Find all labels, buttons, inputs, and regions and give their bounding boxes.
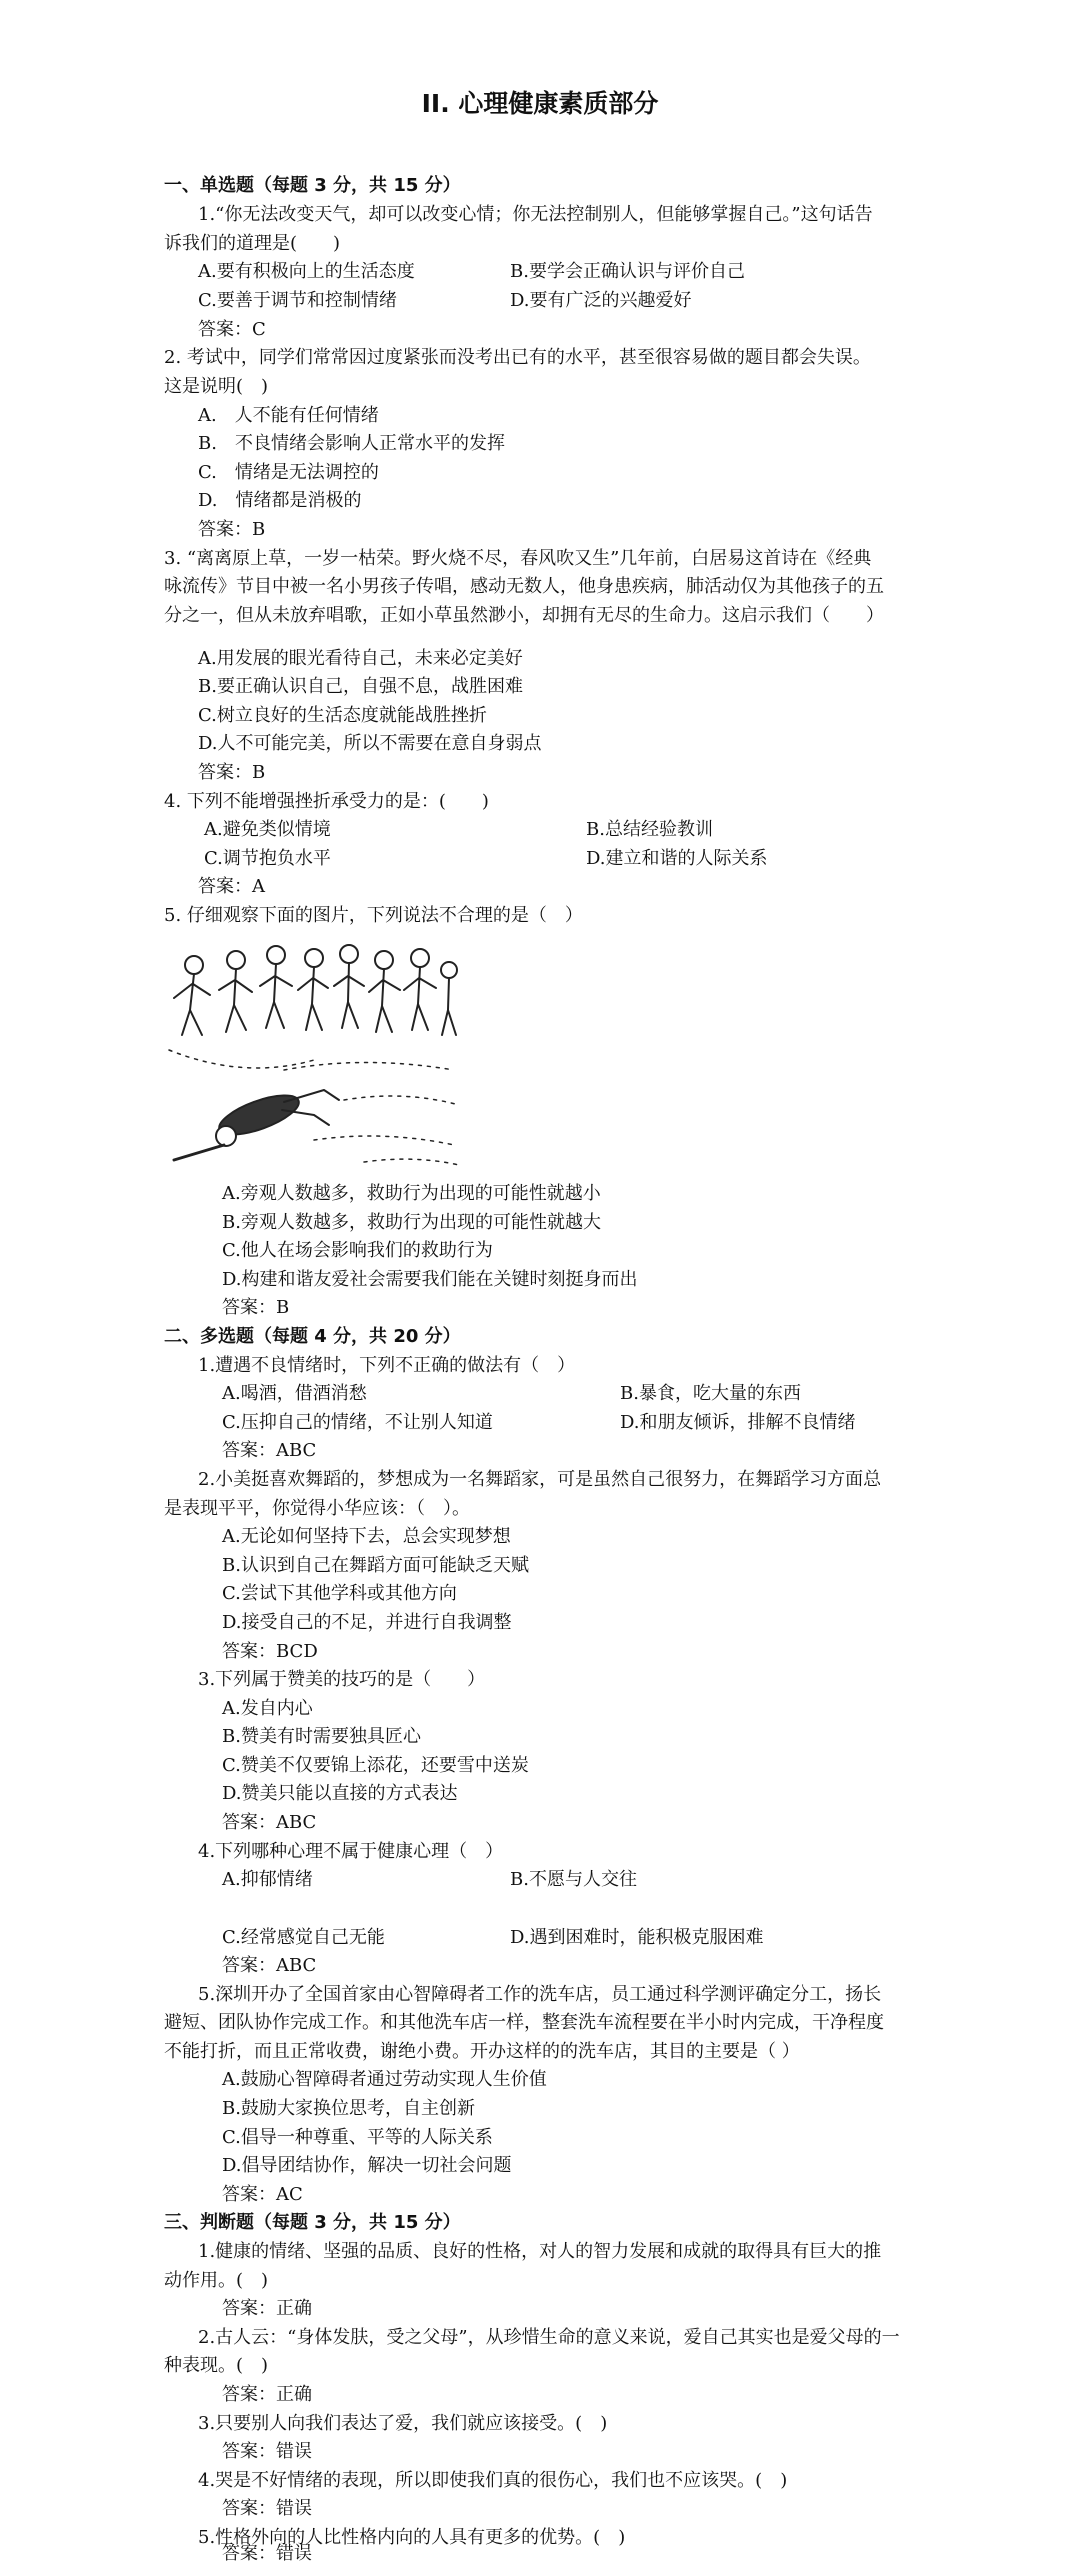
- answer: 答案：ABC: [222, 1440, 317, 1461]
- option-c: C.尝试下其他学科或其他方向: [222, 1583, 457, 1604]
- option-a: A.鼓励心智障碍者通过劳动实现人生价值: [222, 2069, 547, 2090]
- option-c: C.赞美不仅要锦上添花，还要雪中送炭: [222, 1755, 529, 1776]
- answer: 答案：ABC: [222, 1812, 317, 1833]
- question-text: 4.下列哪种心理不属于健康心理（ ）: [198, 1841, 504, 1862]
- question-text: 诉我们的道理是( ): [164, 233, 341, 254]
- option-d: D.要有广泛的兴趣爱好: [510, 290, 692, 311]
- option-c: C.要善于调节和控制情绪: [198, 290, 397, 311]
- answer: 答案：B: [198, 762, 266, 783]
- question-text: 动作用。( ): [164, 2270, 269, 2291]
- question-text: 1.“你无法改变天气，却可以改变心情；你无法控制别人，但能够掌握自己。”这句话告: [198, 204, 873, 225]
- question-text: 2.小美挺喜欢舞蹈的，梦想成为一名舞蹈家，可是虽然自己很努力，在舞蹈学习方面总: [198, 1469, 882, 1490]
- question-text: 3.下列属于赞美的技巧的是（ ）: [198, 1669, 486, 1690]
- option-b: B.总结经验教训: [586, 819, 713, 840]
- question-text: 避短、团队协作完成工作。和其他洗车店一样，整套洗车流程要在半小时内完成，干净程度: [164, 2012, 884, 2033]
- option-b: B.旁观人数越多，救助行为出现的可能性就越大: [222, 1212, 601, 1233]
- option-a: A.喝酒，借酒消愁: [222, 1383, 367, 1404]
- option-b: B.赞美有时需要独具匠心: [222, 1726, 421, 1747]
- option-c: C.调节抱负水平: [204, 848, 331, 869]
- question-text: 咏流传》节目中被一名小男孩子传唱，感动无数人，他身患疾病，肺活动仅为其他孩子的五: [164, 576, 884, 597]
- answer: 答案：B: [222, 1297, 290, 1318]
- option-a: A. 人不能有任何情绪: [198, 405, 379, 426]
- option-d: D.赞美只能以直接的方式表达: [222, 1783, 458, 1804]
- question-text: 1.健康的情绪、坚强的品质、良好的性格，对人的智力发展和成就的取得具有巨大的推: [198, 2241, 882, 2262]
- answer: 答案：正确: [222, 2298, 312, 2319]
- section-heading-judge: 三、判断题（每题 3 分，共 15 分）: [164, 2212, 461, 2233]
- question-text: 不能打折，而且正常收费，谢绝小费。开办这样的的洗车店，其目的主要是（ ）: [164, 2041, 800, 2062]
- option-d: D.建立和谐的人际关系: [586, 848, 768, 869]
- page-title: II. 心理健康素质部分: [421, 89, 659, 118]
- question-text: 4.哭是不好情绪的表现，所以即使我们真的很伤心，我们也不应该哭。( ): [198, 2470, 788, 2491]
- option-d: D.倡导团结协作，解决一切社会问题: [222, 2155, 512, 2176]
- option-d: D.构建和谐友爱社会需要我们能在关键时刻挺身而出: [222, 1269, 638, 1290]
- option-c: C.经常感觉自己无能: [222, 1927, 385, 1948]
- question-text: 4. 下列不能增强挫折承受力的是：( ): [164, 791, 489, 812]
- question-text: 3.只要别人向我们表达了爱，我们就应该接受。( ): [198, 2413, 608, 2434]
- answer: 答案：C: [198, 319, 266, 340]
- option-d: D. 情绪都是消极的: [198, 490, 362, 511]
- option-a: A.抑郁情绪: [222, 1869, 313, 1890]
- question-text: 5.深圳开办了全国首家由心智障碍者工作的洗车店，员工通过科学测评确定分工，扬长: [198, 1984, 882, 2005]
- answer: 答案：B: [198, 519, 266, 540]
- option-a: A.旁观人数越多，救助行为出现的可能性就越小: [222, 1183, 601, 1204]
- option-b: B.要学会正确认识与评价自己: [510, 261, 745, 282]
- option-a: A.无论如何坚持下去，总会实现梦想: [222, 1526, 511, 1547]
- option-b: B.认识到自己在舞蹈方面可能缺乏天赋: [222, 1555, 529, 1576]
- question-text: 2.古人云：“身体发肤，受之父母”，从珍惜生命的意义来说，爱自己其实也是爱父母的一: [198, 2327, 900, 2348]
- question-text: 2. 考试中，同学们常常因过度紧张而没考出已有的水平，甚至很容易做的题目都会失误。: [164, 347, 871, 368]
- question-text: 种表现。( ): [164, 2355, 269, 2376]
- option-a: A.避免类似情境: [204, 819, 331, 840]
- option-a: A.要有积极向上的生活态度: [198, 261, 415, 282]
- answer: 答案：A: [198, 876, 265, 897]
- answer: 答案：错误: [222, 2543, 312, 2564]
- answer: 答案：错误: [222, 2441, 312, 2462]
- option-d: D.人不可能完美，所以不需要在意自身弱点: [198, 733, 542, 754]
- answer: 答案：AC: [222, 2184, 303, 2205]
- option-a: A.发自内心: [222, 1698, 313, 1719]
- question-text: 5.性格外向的人比性格内向的人具有更多的优势。( ): [198, 2527, 626, 2548]
- question-text: 1.遭遇不良情绪时，下列不正确的做法有（ ）: [198, 1355, 576, 1376]
- option-b: B. 不良情绪会影响人正常水平的发挥: [198, 433, 505, 454]
- question-text: 是表现平平，你觉得小华应该：（ ）。: [164, 1498, 470, 1519]
- option-c: C. 情绪是无法调控的: [198, 462, 379, 483]
- option-c: C.倡导一种尊重、平等的人际关系: [222, 2127, 493, 2148]
- bystander-illustration: [164, 940, 464, 1170]
- answer: 答案：BCD: [222, 1641, 318, 1662]
- section-heading-single: 一、单选题（每题 3 分，共 15 分）: [164, 175, 461, 196]
- option-b: B.暴食，吃大量的东西: [620, 1383, 801, 1404]
- option-b: B.不愿与人交往: [510, 1869, 637, 1890]
- option-d: D.和朋友倾诉，排解不良情绪: [620, 1412, 856, 1433]
- question-text: 这是说明( ): [164, 376, 269, 397]
- option-d: D.接受自己的不足，并进行自我调整: [222, 1612, 512, 1633]
- option-d: D.遇到困难时，能积极克服困难: [510, 1927, 764, 1948]
- answer: 答案：ABC: [222, 1955, 317, 1976]
- question-text: 5. 仔细观察下面的图片，下列说法不合理的是（ ）: [164, 905, 583, 926]
- option-b: B.鼓励大家换位思考，自主创新: [222, 2098, 475, 2119]
- section-heading-multi: 二、多选题（每题 4 分，共 20 分）: [164, 1326, 461, 1347]
- question-text: 分之一，但从未放弃唱歌，正如小草虽然渺小，却拥有无尽的生命力。这启示我们（ ）: [164, 605, 884, 626]
- option-b: B.要正确认识自己，自强不息，战胜困难: [198, 676, 523, 697]
- answer: 答案：错误: [222, 2498, 312, 2519]
- option-c: C.他人在场会影响我们的救助行为: [222, 1240, 493, 1261]
- answer: 答案：正确: [222, 2384, 312, 2405]
- option-c: C.树立良好的生活态度就能战胜挫折: [198, 705, 487, 726]
- option-c: C.压抑自己的情绪，不让别人知道: [222, 1412, 493, 1433]
- option-a: A.用发展的眼光看待自己，未来必定美好: [198, 648, 523, 669]
- question-text: 3. “离离原上草，一岁一枯荣。野火烧不尽，春风吹又生”几年前，白居易这首诗在《经典: [164, 548, 872, 569]
